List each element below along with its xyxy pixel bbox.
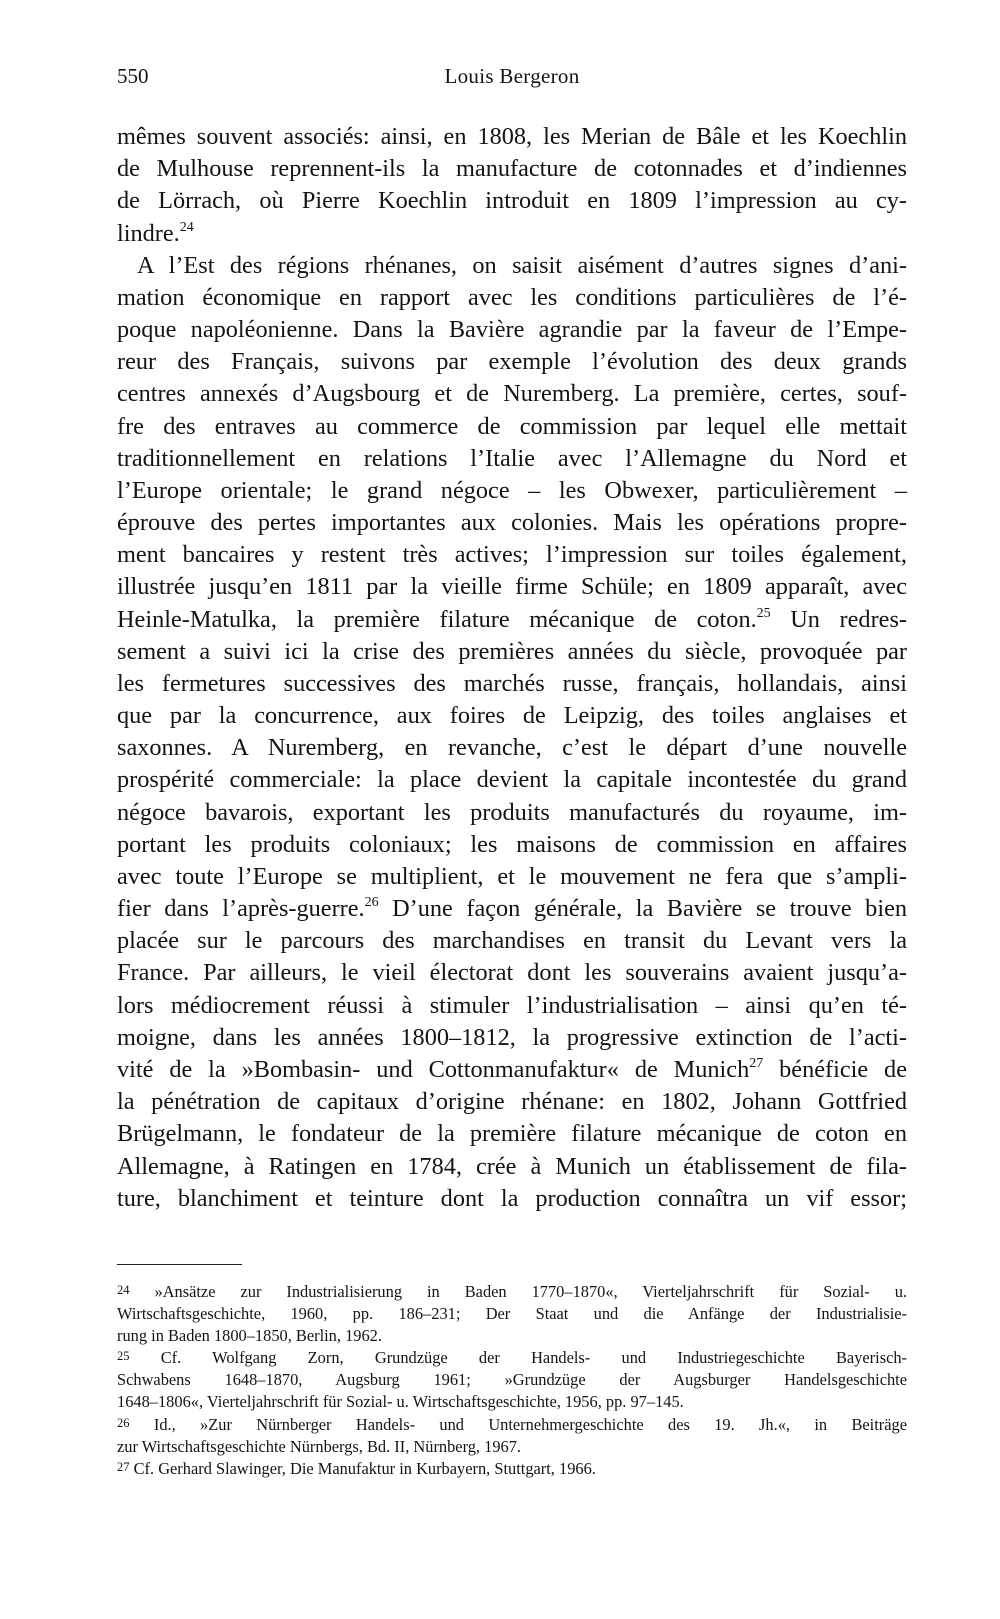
text-line: France. Par ailleurs, le vieil électorat dont les souverains avaient jusqu’a- xyxy=(117,959,907,987)
footnote-25: 25 Cf. Wolfgang Zorn, Grundzüge der Handels- und Industriegeschichte Bayerisch- xyxy=(117,1348,907,1368)
footnote-line: 1648–1806«, Vierteljahrschrift für Sozial- u. Wirtschaftsgeschichte, 1956, pp. 97–145. xyxy=(117,1392,684,1412)
footnote-line: Wirtschaftsgeschichte, 1960, pp. 186–231; Der Staat und die Anfänge der Industrialisie- xyxy=(117,1304,907,1324)
text-line: avec toute l’Europe se multiplient, et le mouvement ne fera que s’ampli- xyxy=(117,862,907,890)
text-line: centres annexés d’Augsbourg et de Nuremberg. La première, certes, souf- xyxy=(117,380,907,408)
text-line: lindre.$^{24}$ xyxy=(117,219,194,247)
footnote-line: zur Wirtschaftsgeschichte Nürnbergs, Bd. II, Nürnberg, 1967. xyxy=(117,1436,522,1456)
text-line: les fermetures successives des marchés russe, français, hollandais, ainsi xyxy=(117,669,907,697)
text-line: traditionnellement en relations l’Italie avec l’Allemagne du Nord et xyxy=(117,444,907,472)
footnote-27: 27 Cf. Gerhard Slawinger, Die Manufaktur in Kurbayern, Stuttgart, 1966. xyxy=(117,1458,596,1478)
page-header xyxy=(117,64,907,94)
text-line: que par la concurrence, aux foires de Leipzig, des toiles anglaises et xyxy=(117,702,907,730)
footnote-26: 26 Id., »Zur Nürnberger Handels- und Unternehmergeschichte des 19. Jh.«, in Beiträge xyxy=(117,1414,907,1434)
text-line: poque napoléonienne. Dans la Bavière agrandie par la faveur de l’Empe- xyxy=(117,316,907,344)
text-line: vité de la »Bombasin- und Cottonmanufaktur« de Munich$^{27}$ bénéficie de xyxy=(117,1055,907,1083)
text-line: lors médiocrement réussi à stimuler l’industrialisation – ainsi qu’en té- xyxy=(117,991,907,1019)
text-line: éprouve des pertes importantes aux colonies. Mais les opérations propre- xyxy=(117,509,907,537)
text-line: l’Europe orientale; le grand négoce – les Obwexer, particulièrement – xyxy=(117,476,907,504)
text-line: illustrée jusqu’en 1811 par la vieille firme Schüle; en 1809 apparaît, avec xyxy=(117,573,907,601)
text-line: de Lörrach, où Pierre Koechlin introduit en 1809 l’impression au cy- xyxy=(117,187,907,215)
text-line: reur des Français, suivons par exemple l’évolution des deux grands xyxy=(117,348,907,376)
text-line: sement a suivi ici la crise des premières années du siècle, provoquée par xyxy=(117,637,907,665)
text-line: ment bancaires y restent très actives; l’impression sur toiles également, xyxy=(117,541,907,569)
text-line: négoce bavarois, exportant les produits manufacturés du royaume, im- xyxy=(117,798,907,826)
footnote-number: 25 xyxy=(117,1349,130,1364)
footnote-number: 26 xyxy=(117,1415,130,1430)
footnote-24: 24 »Ansätze zur Industrialisierung in Baden 1770–1870«, Vierteljahrschrift für Sozial- u. xyxy=(117,1282,908,1301)
text-line: Heinle-Matulka, la première filature mécanique de coton.$^{25}$ Un redres- xyxy=(117,605,907,633)
text-line: de Mulhouse reprennent-ils la manufacture de cotonnades et d’indiennes xyxy=(117,155,907,183)
footnote-number: 24 xyxy=(117,1283,130,1297)
text-line: mêmes souvent associés: ainsi, en 1808, les Merian de Bâle et les Koechlin xyxy=(117,123,907,150)
text-line: portant les produits coloniaux; les maisons de commission en affaires xyxy=(117,830,907,858)
text-line: ture, blanchiment et teinture dont la production connaîtra un vif essor; xyxy=(117,1184,907,1212)
footnote-ref[interactable]: 27 xyxy=(749,1055,764,1071)
running-head: Louis Bergeron xyxy=(444,64,580,88)
text-line: mation économique en rapport avec les conditions particulières de l’é- xyxy=(117,283,907,311)
body-text xyxy=(117,121,907,1215)
text-line: placée sur le parcours des marchandises en transit du Levant vers la xyxy=(117,927,907,955)
paragraph-start: A l’Est des régions rhénanes, on saisit aisément d’autres signes d’ani- xyxy=(137,251,907,279)
text-line: fier dans l’après-guerre.$^{26}$ D’une façon générale, la Bavière se trouve bien xyxy=(117,895,908,923)
footnote-line: rung in Baden 1800–1850, Berlin, 1962. xyxy=(117,1326,382,1346)
text-line: Allemagne, à Ratingen en 1784, crée à Munich un établissement de fila- xyxy=(117,1152,907,1180)
page-number: 550 xyxy=(117,64,149,88)
text-line: Brügelmann, le fondateur de la première filature mécanique de coton en xyxy=(117,1120,907,1148)
text-line: moigne, dans les années 1800–1812, la progressive extinction de l’acti- xyxy=(117,1023,907,1051)
footnote-number: 27 xyxy=(117,1459,130,1474)
footnote-separator xyxy=(117,1264,242,1265)
text-line: prospérité commerciale: la place devient la capitale incontestée du grand xyxy=(117,766,907,794)
text-line: fre des entraves au commerce de commission par lequel elle mettait xyxy=(117,412,907,440)
footnotes xyxy=(117,1281,907,1480)
footnote-ref[interactable]: 25 xyxy=(756,605,771,621)
footnote-ref[interactable]: 26 xyxy=(364,895,379,911)
footnote-line: Schwabens 1648–1870, Augsburg 1961; »Grundzüge der Augsburger Handelsgeschichte xyxy=(117,1370,907,1390)
text-line: la pénétration de capitaux d’origine rhénane: en 1802, Johann Gottfried xyxy=(117,1088,907,1116)
text-line: saxonnes. A Nuremberg, en revanche, c’est le départ d’une nouvelle xyxy=(117,734,907,762)
footnote-ref[interactable]: 24 xyxy=(179,219,194,235)
